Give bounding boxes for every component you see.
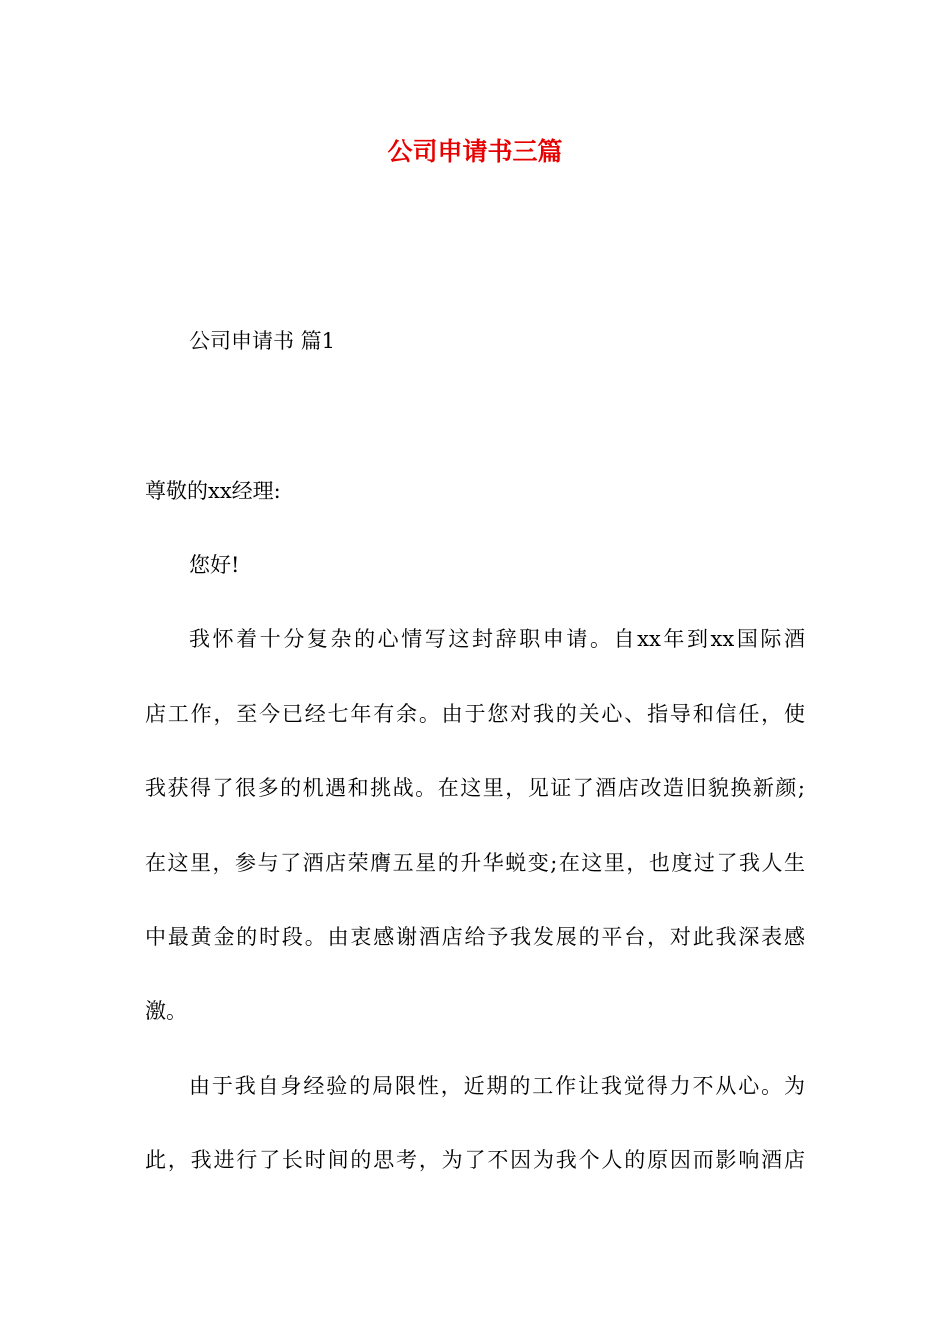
paragraph-line: 由于我自身经验的局限性，近期的工作让我觉得力不从心。为 bbox=[189, 1074, 805, 1098]
paragraph-line: 我怀着十分复杂的心情写这封辞职申请。自xx年到xx国际酒 bbox=[189, 627, 805, 651]
paragraph-line: 激。 bbox=[145, 999, 187, 1023]
section-heading: 公司申请书 篇1 bbox=[189, 329, 336, 353]
paragraph-line: 在这里，参与了酒店荣膺五星的升华蜕变;在这里，也度过了我人生 bbox=[145, 851, 805, 875]
paragraph-line: 此，我进行了长时间的思考，为了不因为我个人的原因而影响酒店 bbox=[145, 1148, 805, 1172]
paragraph-line: 店工作，至今已经七年有余。由于您对我的关心、指导和信任，使 bbox=[145, 702, 805, 726]
paragraph-line: 我获得了很多的机遇和挑战。在这里，见证了酒店改造旧貌换新颜; bbox=[145, 776, 805, 800]
document-title: 公司申请书三篇 bbox=[387, 137, 563, 166]
paragraph-line: 中最黄金的时段。由衷感谢酒店给予我发展的平台，对此我深表感 bbox=[145, 925, 805, 949]
greeting: 您好! bbox=[189, 553, 240, 577]
salutation: 尊敬的xx经理: bbox=[145, 479, 281, 503]
